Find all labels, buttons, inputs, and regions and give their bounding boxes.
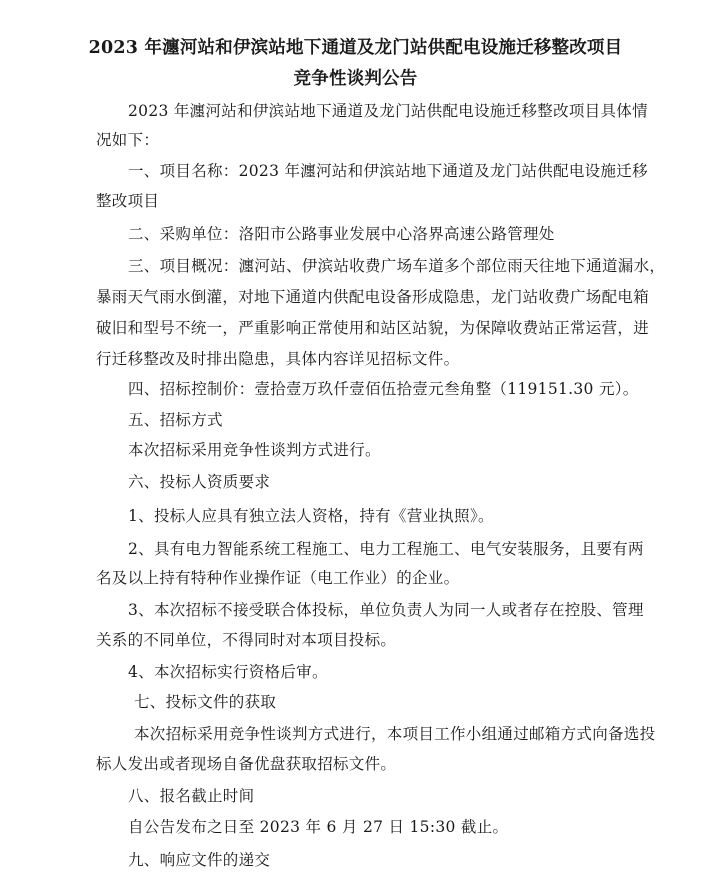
section-8-heading: 八、报名截止时间	[128, 787, 255, 805]
section-4: 四、招标控制价：壹拾壹万玖仟壹佰伍拾壹元叁角整（119151.30 元）。	[128, 380, 639, 398]
section-6-item-4: 4、本次招标实行资格后审。	[128, 663, 328, 681]
intro-line-1: 2023 年瀍河站和伊滨站地下通道及龙门站供配电设施迁移整改项目具体情	[128, 102, 648, 120]
section-6-item-2-line-2: 名及以上持有特种作业操作证（电工作业）的企业。	[96, 569, 460, 587]
section-3-line-2: 暴雨天气雨水倒灌，对地下通道内供配电设备形成隐患，龙门站收费广场配电箱	[96, 288, 650, 306]
section-3-line-3: 破旧和型号不统一，严重影响正常使用和站区站貌，为保障收费站正常运营，进	[96, 319, 650, 337]
section-5-body: 本次招标采用竞争性谈判方式进行。	[128, 441, 381, 459]
section-6-item-2-line-1: 2、具有电力智能系统工程施工、电力工程施工、电气安装服务，且要有两	[128, 540, 644, 558]
intro-line-2: 况如下：	[96, 131, 160, 149]
section-7-body-line-2: 标人发出或者现场自备优盘获取招标文件。	[96, 755, 397, 773]
section-7-body-line-1: 本次招标采用竞争性谈判方式进行，本项目工作小组通过邮箱方式向备选投	[134, 725, 656, 743]
section-3-line-1: 三、项目概况：瀍河站、伊滨站收费广场车道多个部位雨天往地下通道漏水，	[128, 257, 666, 275]
section-6-heading: 六、投标人资质要求	[128, 473, 271, 491]
section-1-line-2: 整改项目	[96, 192, 160, 210]
section-9-heading: 九、响应文件的递交	[128, 851, 271, 869]
section-2: 二、采购单位：洛阳市公路事业发展中心洛界高速公路管理处	[128, 225, 555, 243]
section-8-body: 自公告发布之日至 2023 年 6 月 27 日 15:30 截止。	[128, 818, 509, 836]
section-6-item-3-line-1: 3、本次招标不接受联合体投标，单位负责人为同一人或者存在控股、管理	[128, 601, 644, 619]
section-3-line-4: 行迁移整改及时排出隐患，具体内容详见招标文件。	[96, 350, 460, 368]
section-6-item-3-line-2: 关系的不同单位，不得同时对本项目投标。	[96, 631, 397, 649]
section-6-item-1: 1、投标人应具有独立法人资格，持有《营业执照》。	[128, 507, 494, 525]
section-1-line-1: 一、项目名称：2023 年瀍河站和伊滨站地下通道及龙门站供配电设施迁移	[128, 162, 648, 180]
section-5-heading: 五、招标方式	[128, 411, 223, 429]
document-title-line-2: 竞争性谈判公告	[293, 69, 418, 89]
document-title-line-1: 2023 年瀍河站和伊滨站地下通道及龙门站供配电设施迁移整改项目	[88, 38, 623, 58]
section-7-heading: 七、投标文件的获取	[134, 693, 277, 711]
